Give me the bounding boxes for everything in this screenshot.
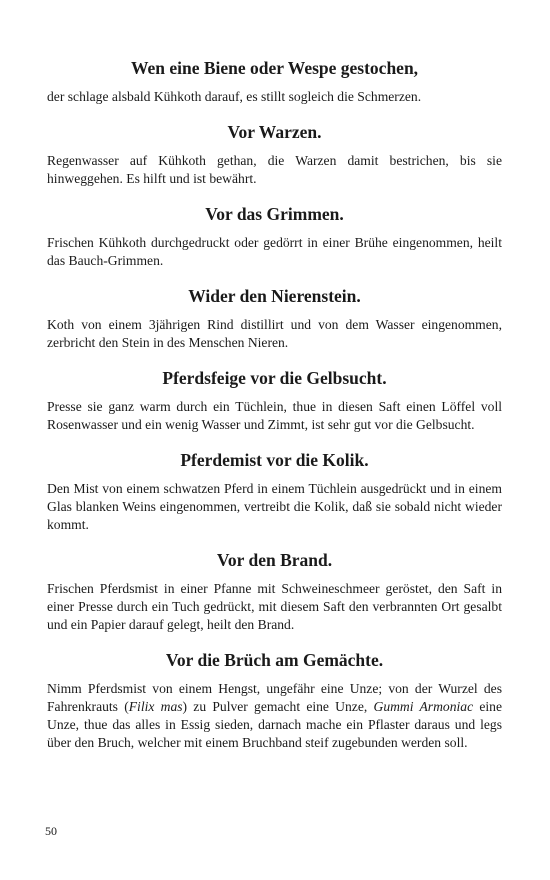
section-heading: Vor die Brüch am Gemächte. xyxy=(165,650,384,670)
latin-term: Filix mas xyxy=(128,699,183,714)
page-number: 50 xyxy=(45,824,57,838)
body-text: ) zu Pulver gemacht eine Unze, xyxy=(182,699,374,714)
section-burn xyxy=(47,548,502,634)
section-body: Koth von einem 3jährigen Rind distillirt und von dem Wasser eingenommen, zerbricht den Stein in des Menschen Nieren. xyxy=(47,317,502,350)
section-body: der schlage alsbald Kühkoth darauf, es stillt sogleich die Schmerzen. xyxy=(47,89,422,104)
section-body: Frischen Pferdsmist in einer Pfanne mit Schweineschmeer geröstet, den Saft in einer Presse durch ein Tuch gedrückt, mit diesem Saft den verbrannten Ort gesalbt und ein Papier darauf gelegt, heilt den Brand. xyxy=(47,581,502,632)
section-jaundice xyxy=(47,366,502,434)
section-warts xyxy=(47,120,502,188)
section-heading: Wider den Nierenstein. xyxy=(188,286,361,306)
section-colic xyxy=(47,448,502,534)
section-body: Regenwasser auf Kühkoth gethan, die Warzen damit bestrichen, bis sie hinweggehen. Es hilft und ist bewährt. xyxy=(47,153,502,186)
section-hernia xyxy=(47,648,502,752)
section-body: Presse sie ganz warm durch ein Tüchlein, thue in diesen Saft einen Löffel voll Rosenwasser und ein wenig Wasser und Zimmt, ist sehr gut vor die Gelbsucht. xyxy=(47,399,502,432)
section-bee-sting xyxy=(47,56,502,106)
section-body: Den Mist von einem schwatzen Pferd in einem Tüchlein ausgedrückt und in einem Glas blanken Weins eingenommen, vertreibt die Kolik, daß sie sobald nicht wieder kommt. xyxy=(47,481,502,532)
section-heading: Wen eine Biene oder Wespe gestochen, xyxy=(130,58,419,78)
section-heading: Pferdemist vor die Kolik. xyxy=(180,450,369,470)
section-body: Frischen Kühkoth durchgedruckt oder gedörrt in einer Brühe eingenommen, heilt das Bauch-Grimmen. xyxy=(47,235,502,268)
section-heading: Vor das Grimmen. xyxy=(205,204,344,224)
section-heading: Vor Warzen. xyxy=(227,122,322,142)
section-kidney-stone xyxy=(47,284,502,352)
body-text: Nimm Pferdsmist von einem Hengst, ungefähr eine Unze; von der Wurzel des Fahrenkrauts ( xyxy=(47,681,502,714)
section-colic-pain xyxy=(47,202,502,270)
section-heading: Vor den Brand. xyxy=(216,550,333,570)
section-body xyxy=(47,680,502,752)
latin-term: Gummi Armoniac xyxy=(373,699,474,714)
body-text: eine Unze, thue das alles in Essig sieden, darnach mache ein Pflaster daraus und legs über den Bruch, welcher mit einem Bruchband steif zugebunden werden soll. xyxy=(47,699,502,750)
section-heading: Pferdsfeige vor die Gelbsucht. xyxy=(162,368,387,388)
